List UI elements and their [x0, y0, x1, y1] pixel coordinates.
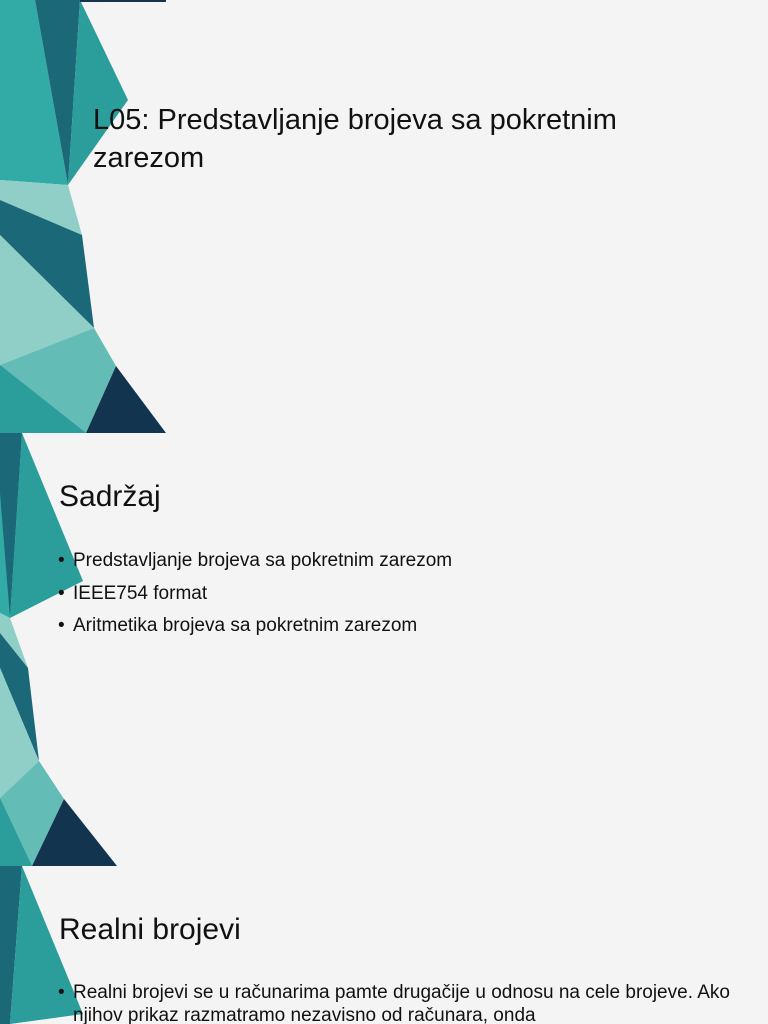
slide-contents [0, 433, 768, 866]
contents-list [58, 548, 452, 646]
list-item: • IEEE754 format [58, 581, 452, 614]
slide-real-numbers [0, 866, 768, 1024]
real-numbers-list [58, 981, 738, 1024]
geometric-decoration [0, 0, 170, 433]
slide-real-numbers-heading: Realni brojevi [59, 913, 241, 946]
slide-title-heading: L05: Predstavljanje brojeva sa pokretnim zarezom [93, 104, 617, 174]
list-item: • Aritmetika brojeva sa pokretnim zarezom [58, 613, 452, 646]
slide-contents-heading: Sadržaj [59, 480, 161, 513]
slide-title [0, 0, 768, 433]
list-item: • Realni brojevi se u računarima pamte drugačije u odnosu na cele brojeve. Ako njihov prikaz razmatramo nezavisno od računara, onda [58, 981, 738, 1024]
list-item: • Predstavljanje brojeva sa pokretnim zarezom [58, 548, 452, 581]
